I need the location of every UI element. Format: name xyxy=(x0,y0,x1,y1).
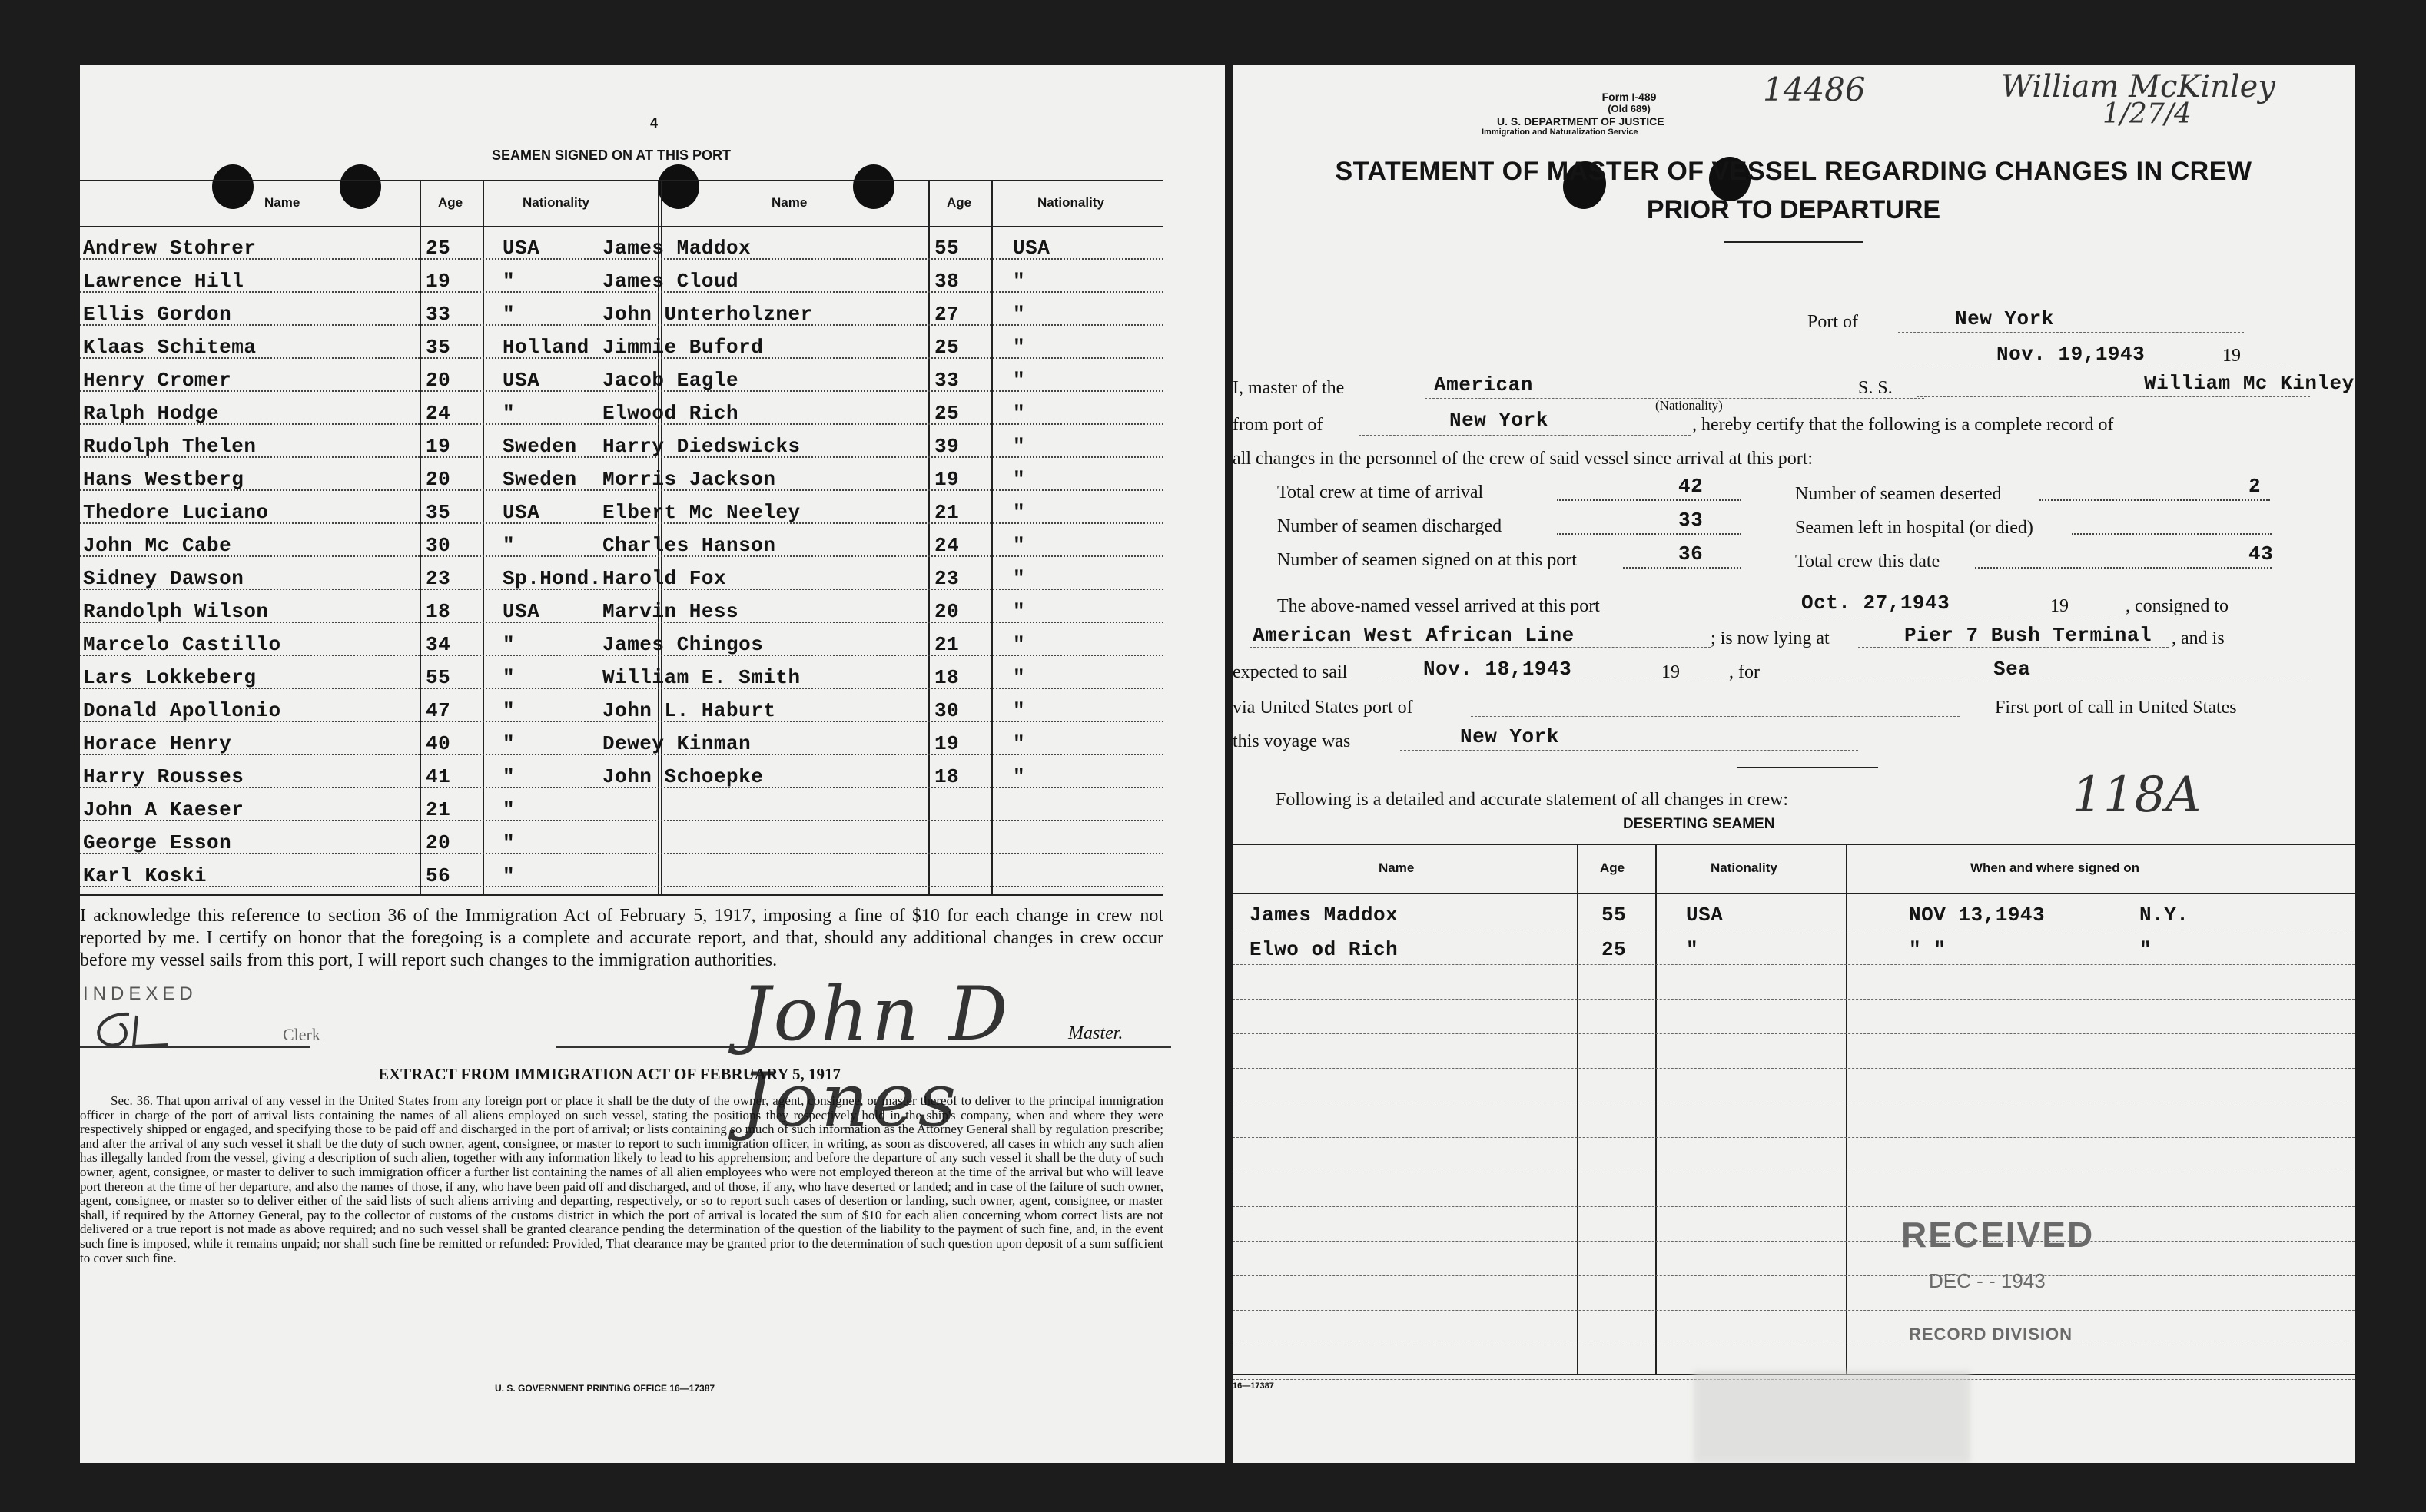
for-label: , for xyxy=(1729,662,1760,682)
service: Immigration and Naturalization Service xyxy=(1482,128,1638,137)
seaman-age: 19 xyxy=(426,270,451,293)
seaman-name: James Maddox xyxy=(602,237,752,260)
seaman-nationality: USA xyxy=(503,237,540,260)
seaman-name: Horace Henry xyxy=(83,732,232,755)
record-division: RECORD DIVISION xyxy=(1909,1325,2073,1344)
seaman-name: James Cloud xyxy=(602,270,739,293)
received-stamp: RECEIVED xyxy=(1901,1215,2095,1255)
desert-header-when: When and where signed on xyxy=(1970,860,2140,875)
total-arrival-value: 42 xyxy=(1678,475,1704,498)
seaman-nationality: " xyxy=(503,732,516,755)
discharged-value: 33 xyxy=(1678,509,1704,532)
seaman-age: 18 xyxy=(934,765,960,788)
section-title: SEAMEN SIGNED ON AT THIS PORT xyxy=(492,148,732,163)
deserter-age: 55 xyxy=(1601,904,1627,927)
seaman-name: Ralph Hodge xyxy=(83,402,220,425)
page-number: 4 xyxy=(650,115,659,131)
seaman-nationality: " xyxy=(1013,369,1026,392)
seaman-name: Jacob Eagle xyxy=(602,369,739,392)
seaman-name: Harry Rousses xyxy=(83,765,244,788)
seaman-age: 19 xyxy=(426,435,451,458)
seaman-nationality: " xyxy=(503,303,516,326)
seaman-nationality: " xyxy=(503,402,516,425)
seaman-age: 41 xyxy=(426,765,451,788)
seaman-nationality: " xyxy=(1013,303,1026,326)
deserted-label: Number of seamen deserted xyxy=(1795,484,2002,504)
voyage-rule xyxy=(1737,767,1878,768)
vessel-value: William Mc Kinley xyxy=(2144,372,2355,395)
seaman-nationality: " xyxy=(503,270,516,293)
deserter-signed-date: " " xyxy=(1909,938,1946,961)
seaman-name: Lawrence Hill xyxy=(83,270,244,293)
extract-title: EXTRACT FROM IMMIGRATION ACT OF FEBRUARY 5, 1917 xyxy=(378,1065,841,1083)
seaman-nationality: " xyxy=(1013,765,1026,788)
column-header-nationality: Nationality xyxy=(1037,195,1104,210)
seaman-name: Morris Jackson xyxy=(602,468,776,491)
seaman-age: 25 xyxy=(934,336,960,359)
acknowledgement-text: I acknowledge this reference to section 36 of the Immigration Act of February 5, 1917, imposing a fine of $10 for each change in crew not reported by me. I certify on honor that the foregoing is a complete and accurate report, and that, should any additional changes in crew occur before my vessel sails from this port, I will report such changes to the immigration authorities. xyxy=(80,906,1163,970)
arrived-suffix: 19 xyxy=(2050,596,2069,616)
port-value: New York xyxy=(1955,307,2054,330)
voyage-label: this voyage was xyxy=(1233,731,1351,751)
seaman-nationality: " xyxy=(1013,435,1026,458)
seaman-age: 30 xyxy=(426,534,451,557)
signed-label: Number of seamen signed on at this port xyxy=(1277,550,1577,570)
deserter-signed-place: " xyxy=(2139,938,2152,961)
seaman-name: Harry Diedswicks xyxy=(602,435,801,458)
seaman-nationality: " xyxy=(1013,633,1026,656)
row-rule xyxy=(1233,1310,2355,1311)
master-signature: John D Jones xyxy=(741,971,1011,1143)
seaman-age: 35 xyxy=(426,501,451,524)
ss-label: S. S. xyxy=(1858,378,1893,398)
seaman-name: John Mc Cabe xyxy=(83,534,232,557)
seaman-age: 35 xyxy=(426,336,451,359)
seaman-age: 30 xyxy=(934,699,960,722)
extract-text: Sec. 36. That upon arrival of any vessel in the United States from any foreign port or place it shall be the duty of the owner, agent, consignee, or master thereof to deliver to the principal immigration officer in charge of the port of arrival lists containing the names of all aliens employed on such vessel, stating the positions they respectively hold in the ship's company, when and where they were respectively shipped or engaged, and specifying those to be paid off and discharged in the port of arrival; or lists containing so much of such information as the Attorney General shall by regulation prescribe; and after the arrival of any such vessel it shall be the duty of such owner, agent, consignee, or master to report to such immigration officer, in writing, as soon as discovered, all cases in which any such alien has illegally landed from the vessel, giving a description of such alien, together with any information likely to lead to his apprehension; and before the departure of any such vessel it shall be the duty of such owner, agent, consignee, or master to deliver to such immigration officer a further list containing the names of all alien employees who were not employed thereon at the time of the arrival but who will leave port thereon at the time of her departure, and also the names of those, if any, who have been paid off and discharged, and of those, if any, who have deserted or landed; and in case of the failure of such owner, agent, consignee, or master so to deliver either of the said lists of such aliens arriving and departing, respectively, or so to report such cases of desertion or landing, such owner, agent, consignee, or master shall, if required by the Attorney General, pay to the collector of customs of the customs district in which the port of arrival is located the sum of $10 for each alien concerning whom correct lists are not delivered or a true report is not made as above required; and no such vessel shall be granted clearance pending the determination of the question of the liability to the payment of such fine, and, in the event such fine is imposed, while it remains unpaid; nor shall such fine be remitted or refunded: Provided, That clearance may be granted prior to the determination of such question upon deposit of a sum sufficient to cover such fine. xyxy=(80,1093,1164,1265)
master-label: Master. xyxy=(1068,1023,1123,1043)
footer-code: 16—17387 xyxy=(1233,1381,1274,1391)
hospital-label: Seamen left in hospital (or died) xyxy=(1795,518,2033,538)
seaman-nationality: Sweden xyxy=(503,468,577,491)
seaman-nationality: USA xyxy=(503,501,540,524)
seaman-nationality: " xyxy=(503,798,516,821)
certify-text-2: all changes in the personnel of the crew of said vessel since arrival at this port: xyxy=(1233,449,1814,469)
seaman-nationality: " xyxy=(1013,699,1026,722)
column-header-age: Age xyxy=(947,195,972,210)
punch-hole xyxy=(340,164,381,209)
seaman-name: Dewey Kinman xyxy=(602,732,752,755)
seaman-nationality: " xyxy=(503,666,516,689)
row-rule xyxy=(1233,1033,2355,1034)
seaman-age: 33 xyxy=(934,369,960,392)
deserter-nationality: USA xyxy=(1686,904,1724,927)
seaman-nationality: Holland xyxy=(503,336,589,359)
department: U. S. DEPARTMENT OF JUSTICE xyxy=(1497,115,1664,128)
seaman-nationality: " xyxy=(1013,402,1026,425)
seaman-age: 38 xyxy=(934,270,960,293)
seaman-nationality: " xyxy=(1013,468,1026,491)
seaman-name: Hans Westberg xyxy=(83,468,244,491)
punch-hole xyxy=(658,164,699,209)
seaman-name: Thedore Luciano xyxy=(83,501,269,524)
seaman-nationality: " xyxy=(1013,732,1026,755)
row-rule xyxy=(1233,1275,2355,1276)
row-rule xyxy=(80,853,1163,854)
handwritten-vessel: William McKinley xyxy=(2001,69,2275,104)
seaman-name: Klaas Schitema xyxy=(83,336,257,359)
title-line-2: PRIOR TO DEPARTURE xyxy=(1646,195,1941,224)
row-rule xyxy=(1233,1068,2355,1069)
seaman-nationality: " xyxy=(1013,534,1026,557)
deserter-signed-place: N.Y. xyxy=(2139,904,2189,927)
seaman-name: Ellis Gordon xyxy=(83,303,232,326)
for-value: Sea xyxy=(1993,658,2031,681)
seaman-name: Rudolph Thelen xyxy=(83,435,257,458)
seaman-name: Jimmie Buford xyxy=(602,336,764,359)
title-line-1: STATEMENT OF MASTER OF VESSEL REGARDING CHANGES IN CREW xyxy=(1335,157,2252,186)
first-port-label: First port of call in United States xyxy=(1995,698,2237,718)
indexed-stamp: INDEXED xyxy=(83,983,197,1004)
seaman-age: 39 xyxy=(934,435,960,458)
desert-header-age: Age xyxy=(1600,860,1625,875)
deserter-age: 25 xyxy=(1601,938,1627,961)
nationality-value: American xyxy=(1434,373,1533,396)
from-port-label: from port of xyxy=(1233,415,1323,435)
row-rule xyxy=(1233,1206,2355,1207)
seaman-age: 33 xyxy=(426,303,451,326)
deserter-name: James Maddox xyxy=(1250,904,1399,927)
seaman-name: William E. Smith xyxy=(602,666,801,689)
total-date-value: 43 xyxy=(2248,542,2274,565)
printing-office: U. S. GOVERNMENT PRINTING OFFICE 16—17387 xyxy=(495,1383,715,1394)
lying-label: ; is now lying at xyxy=(1711,628,1830,648)
seaman-name: John Schoepke xyxy=(602,765,764,788)
column-header-age: Age xyxy=(438,195,463,210)
deserter-name: Elwo od Rich xyxy=(1250,938,1399,961)
total-date-label: Total crew this date xyxy=(1795,552,1940,572)
seaman-name: Marvin Hess xyxy=(602,600,739,623)
seaman-age: 20 xyxy=(426,831,451,854)
seaman-nationality: USA xyxy=(503,369,540,392)
seaman-age: 21 xyxy=(934,501,960,524)
seaman-nationality: " xyxy=(1013,270,1026,293)
seaman-age: 20 xyxy=(934,600,960,623)
row-rule xyxy=(1233,1137,2355,1138)
seaman-nationality: " xyxy=(503,864,516,887)
handwritten-code: 118A xyxy=(2072,767,2202,824)
seaman-nationality: " xyxy=(503,633,516,656)
seaman-age: 23 xyxy=(426,567,451,590)
row-rule xyxy=(80,886,1163,887)
voyage-value: New York xyxy=(1460,725,1559,748)
row-rule xyxy=(1233,1241,2355,1242)
right-page xyxy=(1233,65,2355,1463)
seaman-age: 21 xyxy=(934,633,960,656)
deserting-title: DESERTING SEAMEN xyxy=(1623,816,1775,832)
date-value: Nov. 19,1943 xyxy=(1996,343,2146,366)
seaman-age: 40 xyxy=(426,732,451,755)
master-line xyxy=(556,1046,1171,1048)
seaman-nationality: Sp.Hond. xyxy=(503,567,602,590)
punch-hole xyxy=(853,164,894,209)
seaman-name: Harold Fox xyxy=(602,567,727,590)
seaman-nationality: " xyxy=(1013,336,1026,359)
date-suffix: 19 xyxy=(2222,346,2241,366)
seaman-age: 18 xyxy=(426,600,451,623)
seaman-nationality: " xyxy=(503,699,516,722)
consigned-label: , consigned to xyxy=(2126,596,2229,616)
arrived-value: Oct. 27,1943 xyxy=(1801,592,1950,615)
seaman-age: 55 xyxy=(426,666,451,689)
clerk-label: Clerk xyxy=(283,1025,320,1044)
seaman-nationality: " xyxy=(503,765,516,788)
seaman-name: Henry Cromer xyxy=(83,369,232,392)
deserted-value: 2 xyxy=(2248,475,2262,498)
handwritten-number: 14486 xyxy=(1763,71,1866,108)
column-header-name: Name xyxy=(264,195,300,210)
arrived-label: The above-named vessel arrived at this port xyxy=(1277,596,1600,616)
seaman-age: 25 xyxy=(934,402,960,425)
lying-value: Pier 7 Bush Terminal xyxy=(1904,624,2152,647)
clerk-line xyxy=(80,1046,310,1048)
seaman-age: 21 xyxy=(426,798,451,821)
seaman-age: 27 xyxy=(934,303,960,326)
following-label: Following is a detailed and accurate statement of all changes in crew: xyxy=(1276,790,1789,810)
received-date: DEC - - 1943 xyxy=(1929,1269,2046,1292)
seaman-nationality: " xyxy=(1013,600,1026,623)
port-label: Port of xyxy=(1807,312,1858,332)
seaman-name: Lars Lokkeberg xyxy=(83,666,257,689)
from-port-value: New York xyxy=(1449,409,1548,432)
seaman-name: Andrew Stohrer xyxy=(83,237,257,260)
column-header-name: Name xyxy=(772,195,808,210)
row-rule xyxy=(1233,1102,2355,1103)
faded-stamp xyxy=(1694,1371,1970,1463)
nationality-caption: (Nationality) xyxy=(1655,398,1723,413)
seaman-age: 55 xyxy=(934,237,960,260)
deserter-signed-date: NOV 13,1943 xyxy=(1909,904,2046,927)
seaman-name: Elwood Rich xyxy=(602,402,739,425)
expected-suffix: 19 xyxy=(1661,662,1680,682)
seaman-name: Sidney Dawson xyxy=(83,567,244,590)
seaman-age: 23 xyxy=(934,567,960,590)
seaman-name: John L. Haburt xyxy=(602,699,776,722)
seaman-nationality: " xyxy=(503,534,516,557)
consignee-value: American West African Line xyxy=(1253,624,1575,647)
seaman-age: 34 xyxy=(426,633,451,656)
punch-hole xyxy=(212,164,254,209)
signed-value: 36 xyxy=(1678,542,1704,565)
seaman-name: Donald Apollonio xyxy=(83,699,281,722)
seaman-age: 56 xyxy=(426,864,451,887)
title-rule xyxy=(1724,241,1863,243)
seaman-name: Marcelo Castillo xyxy=(83,633,281,656)
left-page xyxy=(80,65,1225,1463)
seaman-name: Randolph Wilson xyxy=(83,600,269,623)
total-arrival-label: Total crew at time of arrival xyxy=(1277,482,1484,502)
seaman-nationality: " xyxy=(1013,666,1026,689)
discharged-label: Number of seamen discharged xyxy=(1277,516,1502,536)
row-rule xyxy=(1233,964,2355,965)
seaman-name: Charles Hanson xyxy=(602,534,776,557)
deserter-nationality: " xyxy=(1686,938,1699,961)
seaman-age: 19 xyxy=(934,468,960,491)
seaman-age: 20 xyxy=(426,468,451,491)
seaman-name: Elbert Mc Neeley xyxy=(602,501,801,524)
expected-label: expected to sail xyxy=(1233,662,1348,682)
and-is-label: , and is xyxy=(2172,628,2225,648)
column-header-nationality: Nationality xyxy=(523,195,589,210)
seaman-age: 47 xyxy=(426,699,451,722)
seaman-age: 25 xyxy=(426,237,451,260)
seaman-nationality: USA xyxy=(503,600,540,623)
seaman-name: John Unterholzner xyxy=(602,303,813,326)
form-number: Form I-489 xyxy=(1601,91,1657,103)
seaman-age: 18 xyxy=(934,666,960,689)
row-rule xyxy=(1233,999,2355,1000)
desert-header-nationality: Nationality xyxy=(1711,860,1777,875)
seaman-age: 20 xyxy=(426,369,451,392)
via-label: via United States port of xyxy=(1233,698,1413,718)
seaman-name: James Chingos xyxy=(602,633,764,656)
seaman-age: 24 xyxy=(934,534,960,557)
seaman-nationality: " xyxy=(503,831,516,854)
seaman-nationality: " xyxy=(1013,501,1026,524)
form-old: (Old 689) xyxy=(1608,103,1651,114)
master-of-label: I, master of the xyxy=(1233,378,1345,398)
handwritten-date: 1/27/4 xyxy=(2102,98,2192,130)
desert-header-name: Name xyxy=(1379,860,1415,875)
seaman-nationality: USA xyxy=(1013,237,1050,260)
seaman-age: 19 xyxy=(934,732,960,755)
certify-text: , hereby certify that the following is a complete record of xyxy=(1692,415,2114,435)
seaman-name: George Esson xyxy=(83,831,232,854)
expected-value: Nov. 18,1943 xyxy=(1423,658,1572,681)
seaman-nationality: Sweden xyxy=(503,435,577,458)
seaman-nationality: " xyxy=(1013,567,1026,590)
seaman-age: 24 xyxy=(426,402,451,425)
seaman-name: John A Kaeser xyxy=(83,798,244,821)
seaman-name: Karl Koski xyxy=(83,864,207,887)
